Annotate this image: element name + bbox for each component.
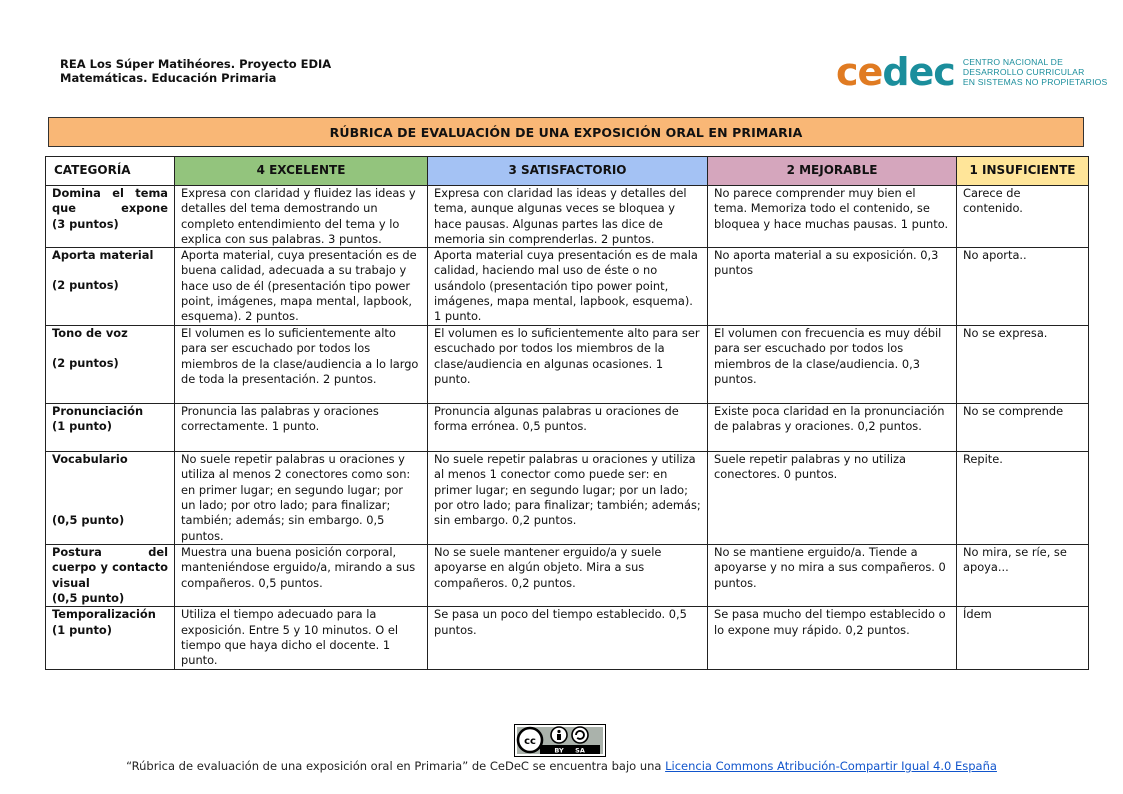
cell-excelente: Muestra una buena posición corporal, manteniéndose erguido/a, mirando a sus compañeros. 0,5 puntos. (175, 545, 428, 607)
cell-satisfactorio: Aporta material cuya presentación es de mala calidad, haciendo mal uso de éste o no usándolo (presentación tipo power point, imágenes, mapa mental, lapbook, esquema). 1 punto. (428, 248, 708, 326)
badge-by-label: BY (554, 746, 564, 755)
rubric-table (45, 156, 1089, 670)
cedec-logo-word (836, 52, 955, 92)
logo-sub-line3: EN SISTEMAS NO PROPIETARIOS (962, 77, 1108, 87)
cell-mejorable: Suele repetir palabras y no utiliza conectores. 0 puntos. (708, 452, 957, 545)
category-points: (3 puntos) (52, 216, 119, 231)
category-name: Postura del cuerpo y contacto visual (52, 545, 168, 590)
header-insuficiente: 1 INSUFICIENTE (957, 157, 1089, 186)
category-cell (46, 545, 175, 607)
cell-satisfactorio: Expresa con claridad las ideas y detalles del tema, aunque algunas veces se bloquea y hace pausas. Algunas partes las dice de memoria sin comprenderlas. 2 puntos. (428, 186, 708, 248)
cell-excelente: Utiliza el tiempo adecuado para la exposición. Entre 5 y 10 minutos. O el tiempo que haya dicho el docente. 1 punto. (175, 607, 428, 669)
logo-word-part-b: dec (882, 50, 955, 94)
badge-sa-label: SA (575, 746, 585, 755)
cell-satisfactorio: No suele repetir palabras u oraciones y utiliza al menos 1 conector como puede ser: en primer lugar; en segundo lugar; por un lado; por otro lado; para finalizar; también; además; sin embargo. 0,2 puntos. (428, 452, 708, 545)
table-row (46, 186, 1089, 248)
cell-mejorable: Existe poca claridad en la pronunciación de palabras y oraciones. 0,2 puntos. (708, 404, 957, 452)
cell-mejorable: El volumen con frecuencia es muy débil para ser escuchado por todos los miembros de la clase/audiencia. 0,3 puntos. (708, 326, 957, 404)
category-points: (0,5 punto) (52, 591, 125, 606)
category-name: Pronunciación (52, 404, 144, 419)
category-points: (2 puntos) (52, 278, 119, 293)
cell-insuficiente: No aporta.. (957, 248, 1089, 326)
logo-sub-line2: DESARROLLO CURRICULAR (962, 67, 1085, 77)
license-text: “Rúbrica de evaluación de una exposición oral en Primaria” de CeDeC se encuentra bajo una (126, 759, 666, 773)
category-points: (0,5 punto) (52, 513, 125, 528)
cell-mejorable: Se pasa mucho del tiempo establecido o lo expone muy rápido. 0,2 puntos. (708, 607, 957, 669)
category-name: Temporalización (52, 607, 156, 622)
license-footer (0, 759, 1123, 773)
category-name: Aporta material (52, 248, 154, 263)
category-points: (1 punto) (52, 622, 112, 637)
category-name: Tono de voz (52, 326, 128, 341)
logo-word-part-a: ce (836, 50, 883, 94)
cell-mejorable: No parece comprender muy bien el tema. Memoriza todo el contenido, se bloquea y hace muchas pausas. 1 punto. (708, 186, 957, 248)
cell-insuficiente: No mira, se ríe, se apoya... (957, 545, 1089, 607)
cedec-logo-subtitle (963, 57, 1108, 87)
header-satisfactorio: 3 SATISFACTORIO (428, 157, 708, 186)
table-row (46, 326, 1089, 404)
cell-satisfactorio: El volumen es lo suficientemente alto para ser escuchado por todos los miembros de la clase/audiencia en algunas ocasiones. 1 punto. (428, 326, 708, 404)
table-row (46, 545, 1089, 607)
table-row (46, 404, 1089, 452)
table-header-row (46, 157, 1089, 186)
rubric-title: RÚBRICA DE EVALUACIÓN DE UNA EXPOSICIÓN ORAL EN PRIMARIA (48, 117, 1084, 147)
category-cell (46, 452, 175, 545)
cell-insuficiente: Carece de contenido. (957, 186, 1089, 248)
category-cell (46, 248, 175, 326)
cell-excelente: No suele repetir palabras u oraciones y utiliza al menos 2 conectores como son: en primer lugar; en segundo lugar; por un lado; por otro lado; para finalizar; también; además; sin embargo. 0,5 puntos. (175, 452, 428, 545)
cell-insuficiente: Repite. (957, 452, 1089, 545)
cell-insuficiente: Ídem (957, 607, 1089, 669)
cell-excelente: El volumen es lo suficientemente alto para ser escuchado por todos los miembros de la clase/audiencia a lo largo de toda la presentación. 2 puntos. (175, 326, 428, 404)
header-line-project: REA Los Súper Matihéores. Proyecto EDIA (60, 57, 332, 71)
category-cell (46, 404, 175, 452)
cell-mejorable: No aporta material a su exposición. 0,3 puntos (708, 248, 957, 326)
header-line-subject: Matemáticas. Educación Primaria (60, 71, 277, 85)
cell-excelente: Pronuncia las palabras y oraciones correctamente. 1 punto. (175, 404, 428, 452)
header-excelente: 4 EXCELENTE (175, 157, 428, 186)
category-points: (1 punto) (52, 419, 112, 434)
cell-satisfactorio: Se pasa un poco del tiempo establecido. 0,5 puntos. (428, 607, 708, 669)
cell-mejorable: No se mantiene erguido/a. Tiende a apoyarse y no mira a sus compañeros. 0 puntos. (708, 545, 957, 607)
license-link[interactable]: Licencia Commons Atribución-Compartir Igual 4.0 España (665, 759, 997, 773)
cell-insuficiente: No se expresa. (957, 326, 1089, 404)
category-name: Vocabulario (52, 452, 128, 467)
cell-satisfactorio: No se suele mantener erguido/a y suele apoyarse en algún objeto. Mira a sus compañeros. 0,2 puntos. (428, 545, 708, 607)
cell-excelente: Expresa con claridad y fluidez las ideas y detalles del tema demostrando un completo entendimiento del tema y lo explica con sus palabras. 3 puntos. (175, 186, 428, 248)
cell-satisfactorio: Pronuncia algunas palabras u oraciones de forma errónea. 0,5 puntos. (428, 404, 708, 452)
table-row (46, 452, 1089, 545)
cc-by-sa-badge (514, 724, 606, 757)
cedec-logo (836, 52, 1108, 92)
document-header (60, 57, 331, 85)
category-name: Domina el tema que expone (52, 186, 168, 216)
header-mejorable: 2 MEJORABLE (708, 157, 957, 186)
table-row (46, 248, 1089, 326)
header-categoria: CATEGORÍA (46, 157, 175, 186)
category-cell (46, 607, 175, 669)
table-row (46, 607, 1089, 669)
logo-sub-line1: CENTRO NACIONAL DE (962, 57, 1064, 67)
cell-excelente: Aporta material, cuya presentación es de buena calidad, adecuada a su trabajo y hace uso de él (presentación tipo power point, imágenes, mapa mental, lapbook, esquema). 2 puntos. (175, 248, 428, 326)
cell-insuficiente: No se comprende (957, 404, 1089, 452)
category-points: (2 puntos) (52, 356, 119, 371)
svg-text:cc: cc (524, 736, 536, 747)
category-cell (46, 186, 175, 248)
share-alike-icon (572, 727, 588, 743)
category-cell (46, 326, 175, 404)
